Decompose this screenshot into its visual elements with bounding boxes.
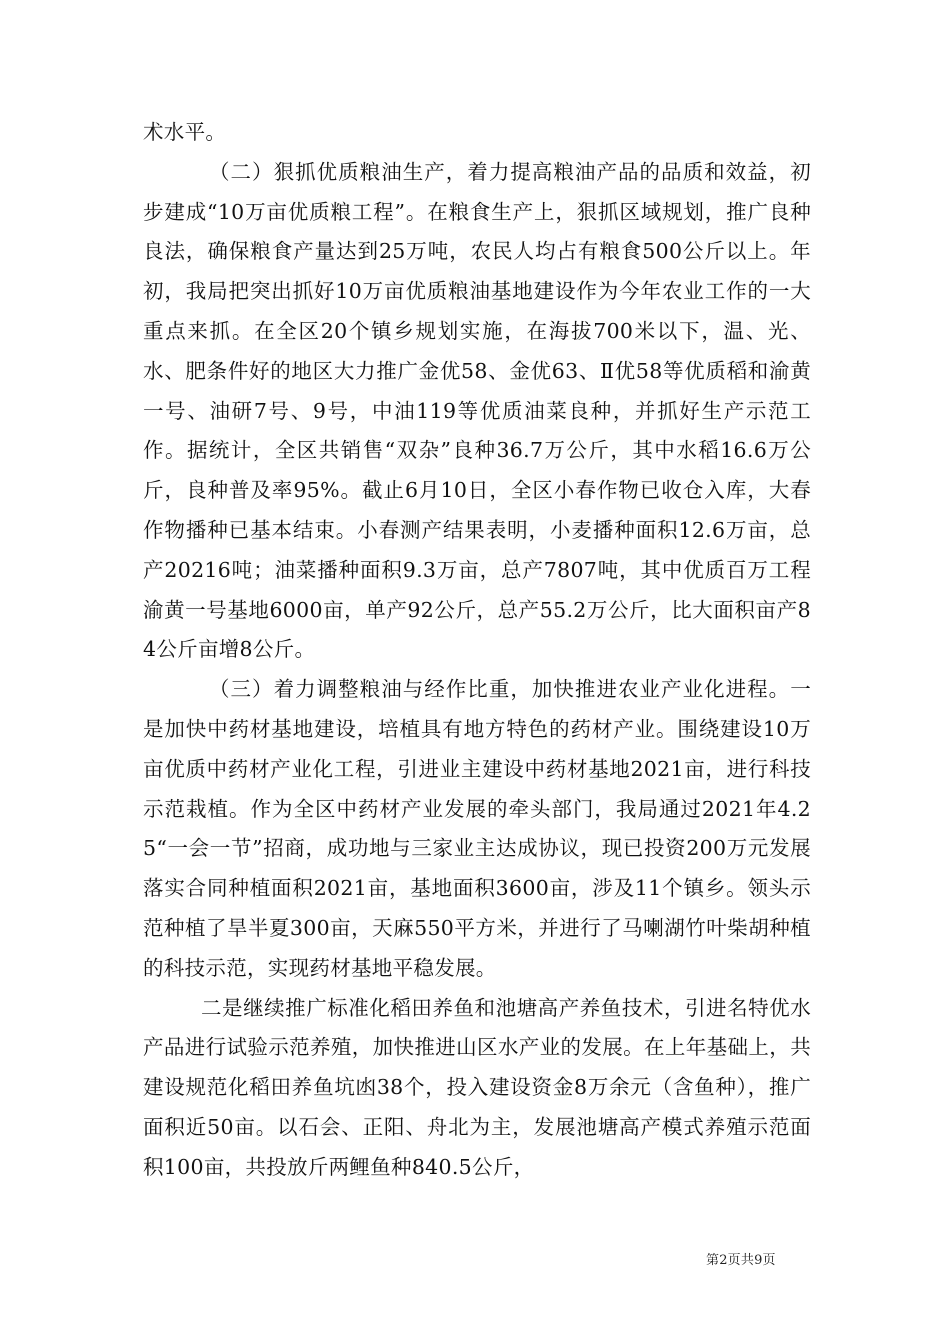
paragraph-aquaculture: 二是继续推广标准化稻田养鱼和池塘高产养鱼技术，引进名特优水产品进行试验示范养殖，加快推进山区水产业的发展。在上年基础上，共建设规范化稻田养鱼坑凼38个，投入建设资金8万余元（含鱼种），推广面积近50亩。以石会、正阳、舟北为主，发展池塘高产模式养殖示范面积100亩，共投放斤两鲤鱼种840.5公斤，: [143, 995, 811, 1179]
paragraph-continuation: 术水平。: [143, 120, 227, 144]
paragraph-section-three: （三）着力调整粮油与经作比重，加快推进农业产业化进程。一是加快中药材基地建设，培植具有地方特色的药材产业。围绕建设10万亩优质中药材产业化工程，引进业主建设中药材基地2021亩，进行科技示范栽植。作为全区中药材产业发展的牵头部门，我局通过2021年4.25“一会一节”招商，成功地与三家业主达成协议，现已投资200万元发展落实合同种植面积2021亩，基地面积3600亩，涉及11个镇乡。领头示范种植了旱半夏300亩，天麻550平方米，并进行了马喇湖竹叶柴胡种植的科技示范，实现药材基地平稳发展。: [143, 677, 811, 980]
page-number: 第2页共9页: [706, 1253, 776, 1268]
paragraph-section-two: （二）狠抓优质粮油生产，着力提高粮油产品的品质和效益，初步建成“10万亩优质粮工程”。在粮食生产上，狠抓区域规划，推广良种良法，确保粮食产量达到25万吨，农民人均占有粮食500公斤以上。年初，我局把突出抓好10万亩优质粮油基地建设作为今年农业工作的一大重点来抓。在全区20个镇乡规划实施，在海拔700米以下，温、光、水、肥条件好的地区大力推广金优58、金优63、Ⅱ优58等优质稻和渝黄一号、油研7号、9号，中油119等优质油菜良种，并抓好生产示范工作。据统计，全区共销售“双杂”良种36.7万公斤，其中水稻16.6万公斤，良种普及率95%。截止6月10日，全区小春作物已收仓入库，大春作物播种已基本结束。小春测产结果表明，小麦播种面积12.6万亩，总产20216吨；油菜播种面积9.3万亩，总产7807吨，其中优质百万工程渝黄一号基地6000亩，单产92公斤，总产55.2万公斤，比大面积亩产84公斤亩增8公斤。: [143, 159, 811, 662]
document-body: [143, 113, 811, 1188]
